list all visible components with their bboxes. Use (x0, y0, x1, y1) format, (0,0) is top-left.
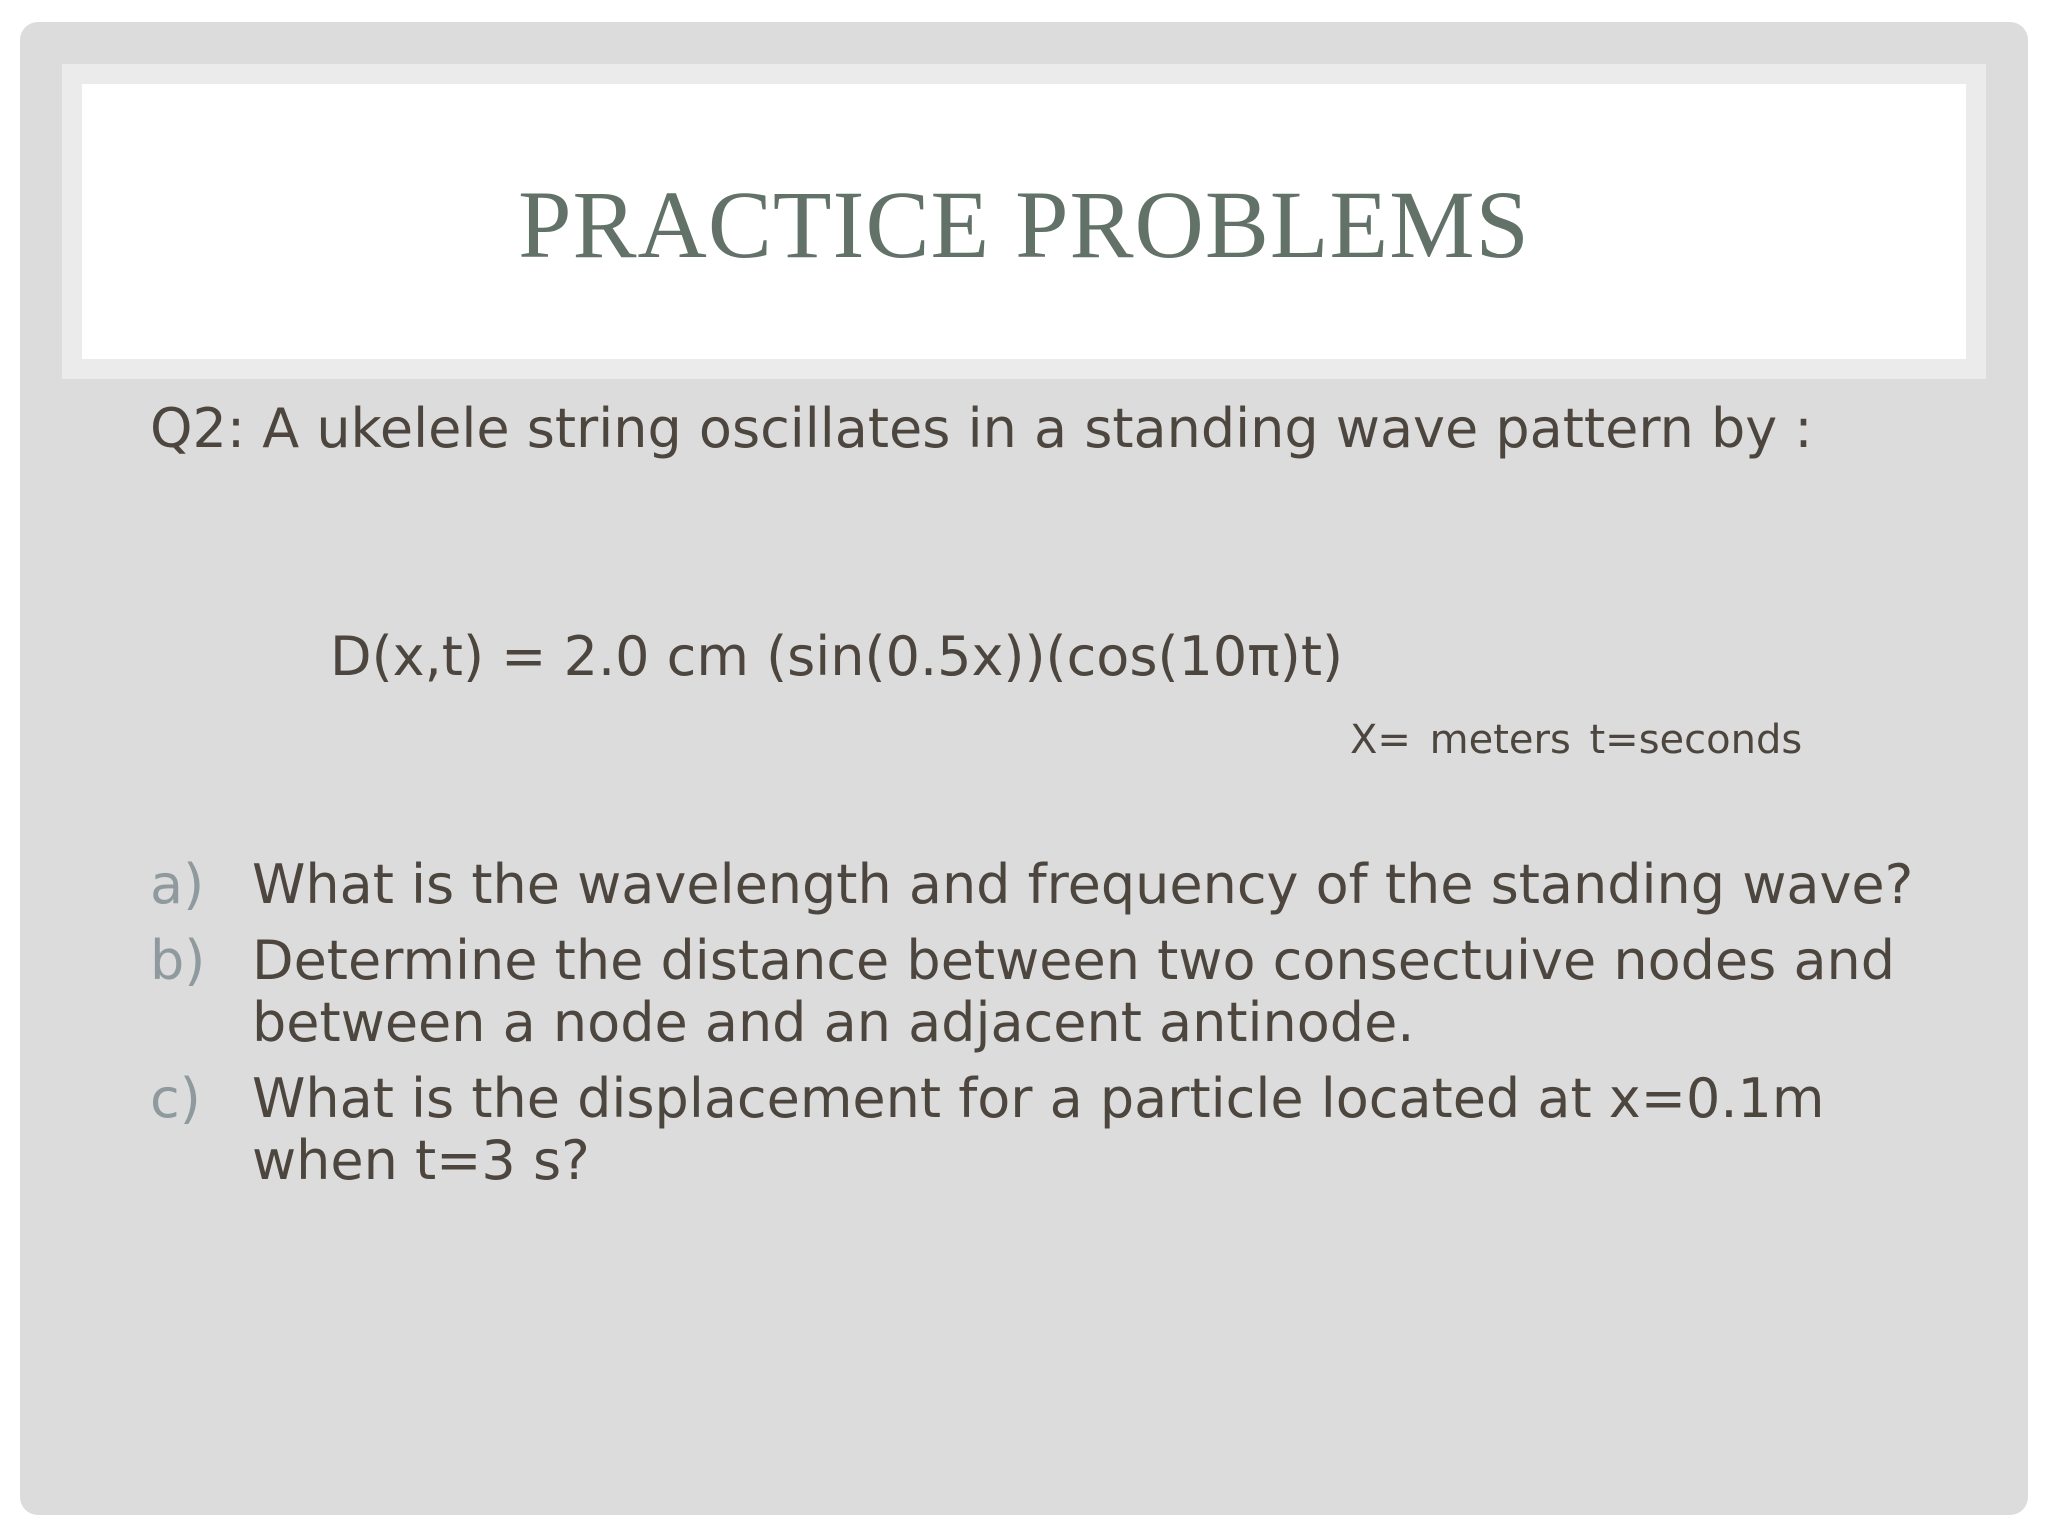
part-marker-c: c) (150, 1067, 201, 1130)
units-note: X= meters t=seconds (1350, 717, 1803, 763)
title-frame (62, 64, 1986, 379)
part-marker-b: b) (150, 929, 206, 992)
title-panel (82, 84, 1966, 359)
question-part-a (150, 854, 1940, 916)
slide (20, 22, 2028, 1515)
part-text-b: Determine the distance between two consectuive nodes and between a node and an adjacent antinode. (252, 929, 1896, 1054)
slide-title: PRACTICE PROBLEMS (518, 170, 1530, 278)
part-marker-a: a) (150, 853, 205, 916)
part-text-c: What is the displacement for a particle located at x=0.1m when t=3 s? (252, 1067, 1825, 1192)
question-parts-list (150, 854, 1940, 1206)
question-text: Q2: A ukelele string oscillates in a standing wave pattern by : (150, 397, 1813, 460)
equation-text: D(x,t) = 2.0 cm (sin(0.5x))(cos(10π)t) (330, 625, 1344, 688)
part-text-a: What is the wavelength and frequency of the standing wave? (252, 853, 1914, 916)
question-part-b (150, 930, 1940, 1054)
question-part-c (150, 1068, 1940, 1192)
